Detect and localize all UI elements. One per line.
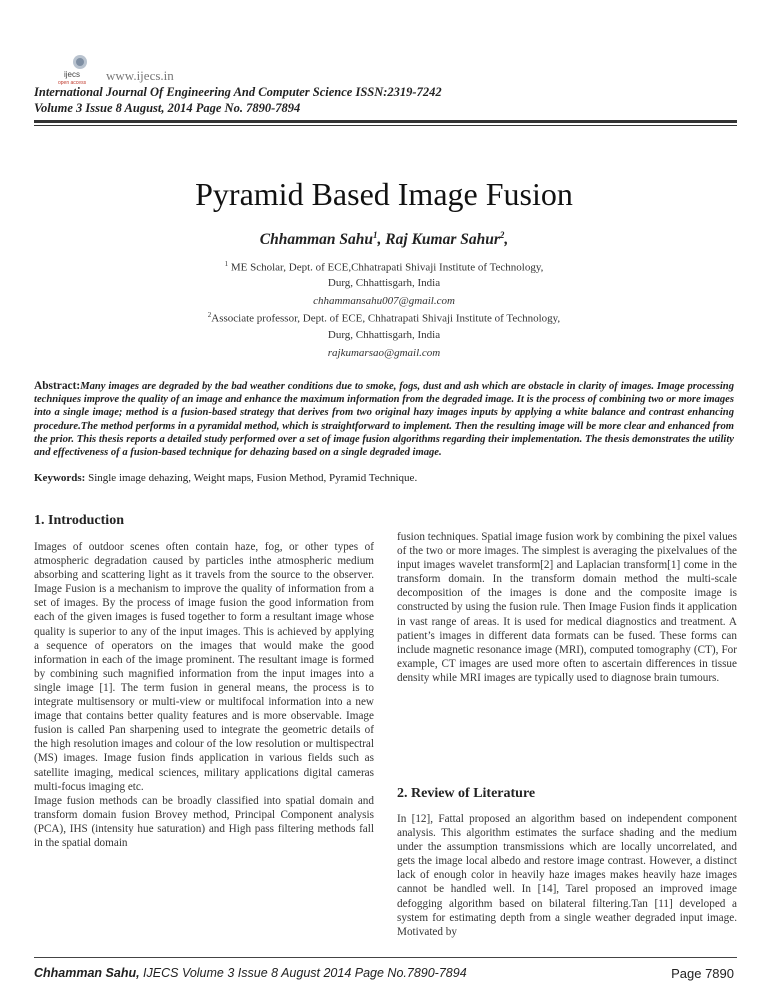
intro-paragraph-2: Image fusion methods can be broadly classified into spatial domain and transform domain fusion Brovey method, Principal Component analysis (PCA), IHS (intensity hue saturation) and High pass filtering methods fall in the spatial domain: [34, 794, 374, 849]
affiliation-1-location: Durg, Chhattisgarh, India: [327, 277, 441, 289]
author-2: Raj Kumar Sahur: [385, 231, 500, 249]
journal-volume: Volume 3 Issue 8 August, 2014 Page No. 7890-7894: [34, 101, 301, 115]
logo-text: ijecs: [64, 70, 81, 79]
section-heading-review: 2. Review of Literature: [397, 786, 536, 801]
affiliation-2-dept: Associate professor, Dept. of ECE, Chhatrapati Shivaji Institute of Technology,: [211, 312, 561, 325]
header-divider-thin: [34, 125, 737, 126]
left-column: [34, 540, 374, 850]
affiliation-1-email[interactable]: chhammansahu007@gmail.com: [313, 295, 455, 307]
affiliation-1: [0, 260, 768, 274]
affiliation-2-mark: 2: [207, 311, 212, 319]
keywords-label: Keywords:: [34, 472, 86, 484]
author-line: Chhamman Sahu$^1$, Raj Kumar Sahur$^2$,: [259, 230, 509, 249]
author-1-mark: 1: [373, 230, 378, 240]
affiliation-2: [0, 311, 768, 325]
footer-citation: [34, 966, 467, 980]
journal-website[interactable]: www.ijecs.in: [106, 68, 174, 83]
logo-subtext: open access: [58, 80, 87, 86]
review-column: [397, 812, 737, 939]
intro-paragraph-continued: fusion techniques. Spatial image fusion work by combining the pixel values of the two or more images. The simplest is averaging the pixelvalues of the input images wavelet transform[2] and Laplacian transform[1] come in the transform domain. In the transform domain method the multi-scale decomposition of the images is done and the composite image is constructed by using the fusion rule. Then Image Fusion finds it application in vast range of areas. It is used for medical diagnostics and treatment. A patient’s images in different data formats can be fused. These forms can include magnetic resonance image (MRI), computed tomography (CT), For example, CT images are used more often to ascertain differences in tissue density while MRI images are typically used to diagnose brain tumours.: [397, 531, 737, 684]
keywords-text: Single image dehazing, Weight maps, Fusion Method, Pyramid Technique.: [88, 472, 418, 484]
review-paragraph-1: In [12], Fattal proposed an algorithm based on independent component analysis. This algorithm estimates the surface shading and the medium under the assumption transmissions which are locally uncorrelated, and gets the image local albedo and restore image contrast. However, a distinct lack of enough color in heavily haze images makes heavily haze images cannot be handled well. In [14], Tarel proposed an improved image defogging algorithm based on bilateral filtering.Tan [11] developed a system for estimating depth from a single weather degraded input image. Motivated by: [397, 813, 737, 938]
affiliation-1-mark: 1: [224, 260, 229, 268]
footer-citation-text: IJECS Volume 3 Issue 8 August 2014 Page No.7890-7894: [139, 966, 467, 980]
right-column: [397, 530, 737, 685]
author-1: Chhamman Sahu: [259, 231, 374, 249]
author-2-mark: 2: [499, 230, 505, 240]
affiliation-1-dept: ME Scholar, Dept. of ECE,Chhatrapati Shivaji Institute of Technology,: [230, 261, 544, 274]
journal-info: [34, 84, 442, 116]
keywords: [34, 472, 734, 484]
journal-name: International Journal Of Engineering And Computer Science ISSN:2319-7242: [34, 85, 442, 99]
section-heading-introduction: 1. Introduction: [34, 513, 124, 528]
affiliation-2-email[interactable]: rajkumarsao@gmail.com: [327, 347, 441, 359]
page-number: Page 7890: [671, 966, 734, 981]
footer-divider: [34, 957, 737, 958]
affiliation-2-location: Durg, Chhattisgarh, India: [327, 329, 441, 341]
paper-title: Pyramid Based Image Fusion: [195, 176, 573, 212]
footer-author: Chhamman Sahu,: [34, 966, 140, 980]
header-divider: [34, 120, 737, 123]
abstract-text: Many images are degraded by the bad weather conditions due to smoke, fogs, dust and ash which are obstacle in clarity of images. Image processing techniques improve the quality of an image and enhance the maximum information from the degraded image. It is the process of combining two or more images into a single image; method is a fusion-based strategy that derives from two original hazy images inputs by applying a white balance and contrast enhancing procedure.The method performs in a pyramidal method, which is straightforward to implement. Then the resulting image will be more clear and enhanced from the prior. This thesis reports a detailed study performed over a set of image fusion algorithms regarding their implementation. The thesis demonstrates the utility and effectiveness of a fusion-based technique for dehazing based on a single degraded image.: [34, 381, 734, 459]
abstract: [34, 380, 734, 459]
abstract-label: Abstract:: [34, 380, 81, 392]
intro-paragraph-1: Images of outdoor scenes often contain haze, fog, or other types of atmospheric degradation caused by particles inthe atmospheric medium absorbing and scattering light as it travels from the source to the observer. Image Fusion is a mechanism to improve the quality of information from a set of images. By the process of image fusion the good information from each of the given images is fused together to form a resultant image whose quality is superior to any of the input images. This is achieved by applying a sequence of operators on the images that would make the good information in each of the image prominent. The resultant image is formed by combining such magnified information from the input images into a single image [1]. The term fusion in general means, the process is to integrate multisensory or multi-view or multifocal information into a new image that contains better quality features and is more observable. Image fusion is called Pan sharpening used to integrate the geometric details of the high resolution images and colour of the low resolution or multispectral (MS) images. Image fusion finds application in various fields such as satellite imaging, medical sciences, military applications digital cameras multi-focus imaging etc.: [34, 541, 374, 793]
